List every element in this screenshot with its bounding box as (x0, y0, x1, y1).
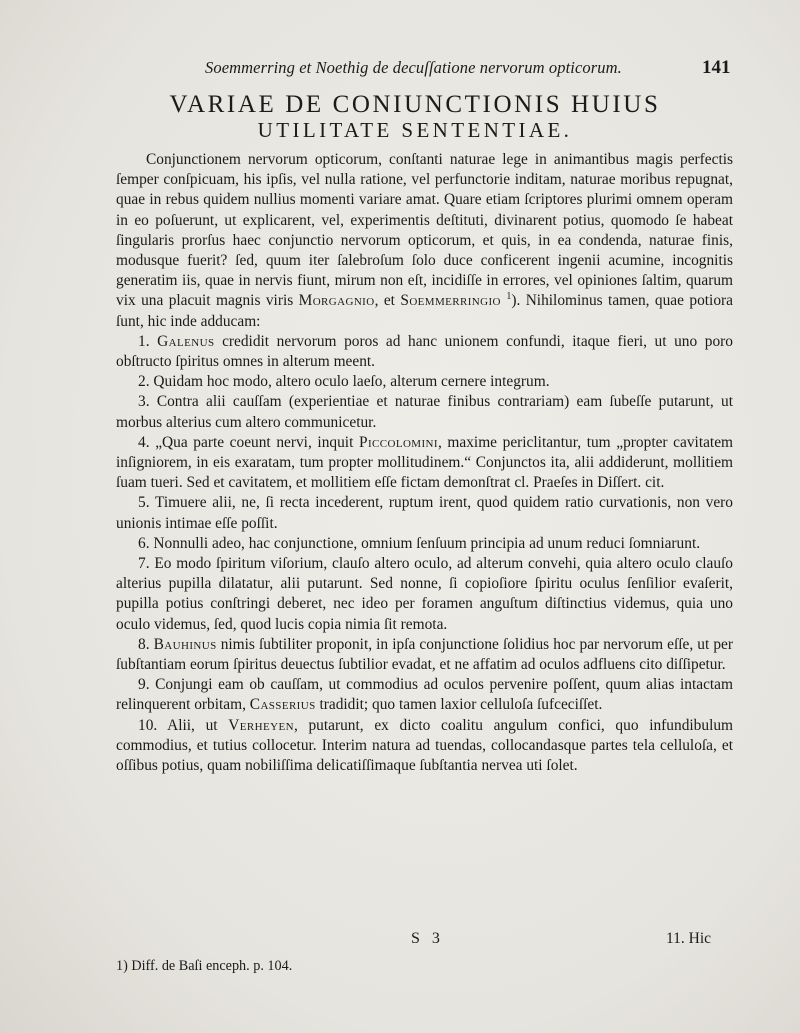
item-text: , maxime periclitantur, tum „propter cavitatem inſigniorem, in eis exaratam, tum propter mollitudinem.“ Conjunctos ita, alii addiderunt, mollitiem ſuam tueri. Sed et cavitatem, et mollitiem eſſe fictam demonſtrat cl. Praeſes in Diſſert. cit. (116, 433, 733, 492)
catchword: 11. Hic (666, 930, 712, 947)
page-number: 141 (702, 57, 731, 78)
item-text: credidit nervorum poros ad hanc unionem confundi, itaque fieri, ut uno poro obſtructo ſpiritus omnes in alterum meent. (116, 332, 734, 371)
author-name: Casserius (249, 696, 316, 714)
list-item (116, 716, 733, 777)
list-item (116, 675, 733, 715)
running-head-title: Soemmerring et Noethig de decuſſatione nervorum opticorum. (205, 58, 622, 77)
section-heading-line2: UTILITATE SENTENTIAE. (257, 118, 573, 142)
item-text: nimis ſubtiliter proponit, in ipſa conjunctione ſolidius hoc par nervorum eſſe, ut per ſubſtantiam eorum ſpiritus deuectus ſubtilior evadat, et ne affatim ad oculos adfluens cito diſſipetur. (116, 635, 734, 674)
item-number: 4. (138, 433, 150, 451)
list-item (116, 554, 733, 635)
author-name: Verheyen (228, 716, 294, 734)
item-text: Nonnulli adeo, hac conjunctione, omnium ſenſuum principia ad unum reduci ſomniarunt. (153, 534, 701, 552)
intro-text: Conjunctionem nervorum opticorum, conſtanti naturae lege in animantibus magis perfectis ſemper conſpicuam, his ipſis, vel nulla ratione, vel perfunctorie inditam, naturae moribus repugnat, quae in rebus quidem nullius momenti variare amat. Quare etiam ſcriptores plurimi omnem operam in eo poſuerunt, ut explicarent, vel, experimentis deſtituti, divinarent potius, quomodo ſe habeat ſingularis prorſus haec conjunctio nervorum opticorum, et quis, in ea condenda, naturae finis, modusque fuerit? ſed, quum iter ſalebroſum ſolo duce conficerent ingenii acumine, incognitis generatim iis, quae in nervis fiunt, mirum non eſt, incidiſſe in errores, vel opiniones ſaltim, quarum vix una placuit magnis viris (116, 151, 733, 310)
item-number: 7. (138, 555, 150, 573)
item-number: 6. (138, 534, 150, 552)
intro-mid: , et (374, 292, 395, 310)
list-item (116, 372, 733, 392)
footnote: 1) Diff. de Baſi enceph. p. 104. (116, 958, 293, 974)
item-text: Timuere alii, ne, ſi recta incederent, ruptum irent, quod quidem ratio curvationis, non vero unionis intimae eſſe poſſit. (116, 494, 733, 532)
item-number: 5. (138, 494, 150, 512)
author-name: Soemmerringio (400, 292, 501, 310)
item-text: tradidit; quo tamen laxior celluloſa ſufceciſſet. (319, 696, 603, 714)
author-name: Morgagnio (298, 292, 375, 310)
author-name: Bauhinus (153, 635, 217, 653)
list-item (116, 332, 733, 372)
item-text: Conjungi eam ob cauſſam, ut commodius ad oculos pervenire poſſent, quum alias intactam relinquerent orbitam, (116, 676, 733, 714)
item-text: Eo modo ſpiritum viſorium, clauſo altero oculo, ad alterum convehi, quia altero oculo clauſo alterius pupilla dilatatur, alii putarunt. Sed nonne, ſi copioſiore ſpiritu oculus ſenſilior evaſerit, pupilla potius conſtringi deberet, nec ideo per foramen anguſtum diſtinctius videmus, quia uno oculo videmus, ſed, quod lucis copia nimia ſit remota. (116, 555, 734, 633)
footnote-marker: 1 (506, 291, 512, 303)
item-text: „Qua parte coeunt nervi, inquit (155, 433, 354, 451)
item-text: Quidam hoc modo, altero oculo laeſo, alterum cernere integrum. (153, 373, 550, 391)
item-text: , putarunt, ex dicto coalitu angulum confici, quo infundibulum commodius, et tutius collocetur. Interim natura ad tuendas, collocandasque partes tela celluloſa, et oſſibus potius, quam nobiliſſima delicatiſſimaque ſubſtantia nervea uti ſolet. (116, 716, 734, 775)
author-name: Piccolomini (358, 433, 438, 451)
list-item (116, 493, 733, 533)
section-heading-line1: VARIAE DE CONIUNCTIONIS HUIUS (169, 91, 661, 118)
list-item (116, 534, 733, 554)
intro-tail: ). Nihilominus tamen, quae potiora ſunt, hic inde adducam: (116, 292, 733, 330)
author-name: Galenus (157, 332, 215, 350)
item-text: Alii, ut (167, 716, 218, 734)
item-number: 2. (138, 373, 150, 391)
item-number: 8. (138, 635, 150, 653)
signature-mark: S 3 (411, 930, 444, 947)
item-number: 3. (138, 393, 150, 411)
item-number: 1. (138, 332, 150, 350)
item-text: Contra alii cauſſam (experientiae et naturae finibus contrariam) eam ſubeſſe putarunt, ut morbus alterius cum altero communicetur. (116, 393, 733, 431)
body-text (116, 150, 733, 776)
list-item (116, 392, 733, 432)
intro-paragraph (116, 150, 733, 332)
running-head (0, 58, 800, 82)
item-number: 9. (138, 676, 150, 694)
list-item (116, 635, 733, 675)
list-item (116, 433, 733, 494)
item-number: 10. (138, 716, 158, 734)
